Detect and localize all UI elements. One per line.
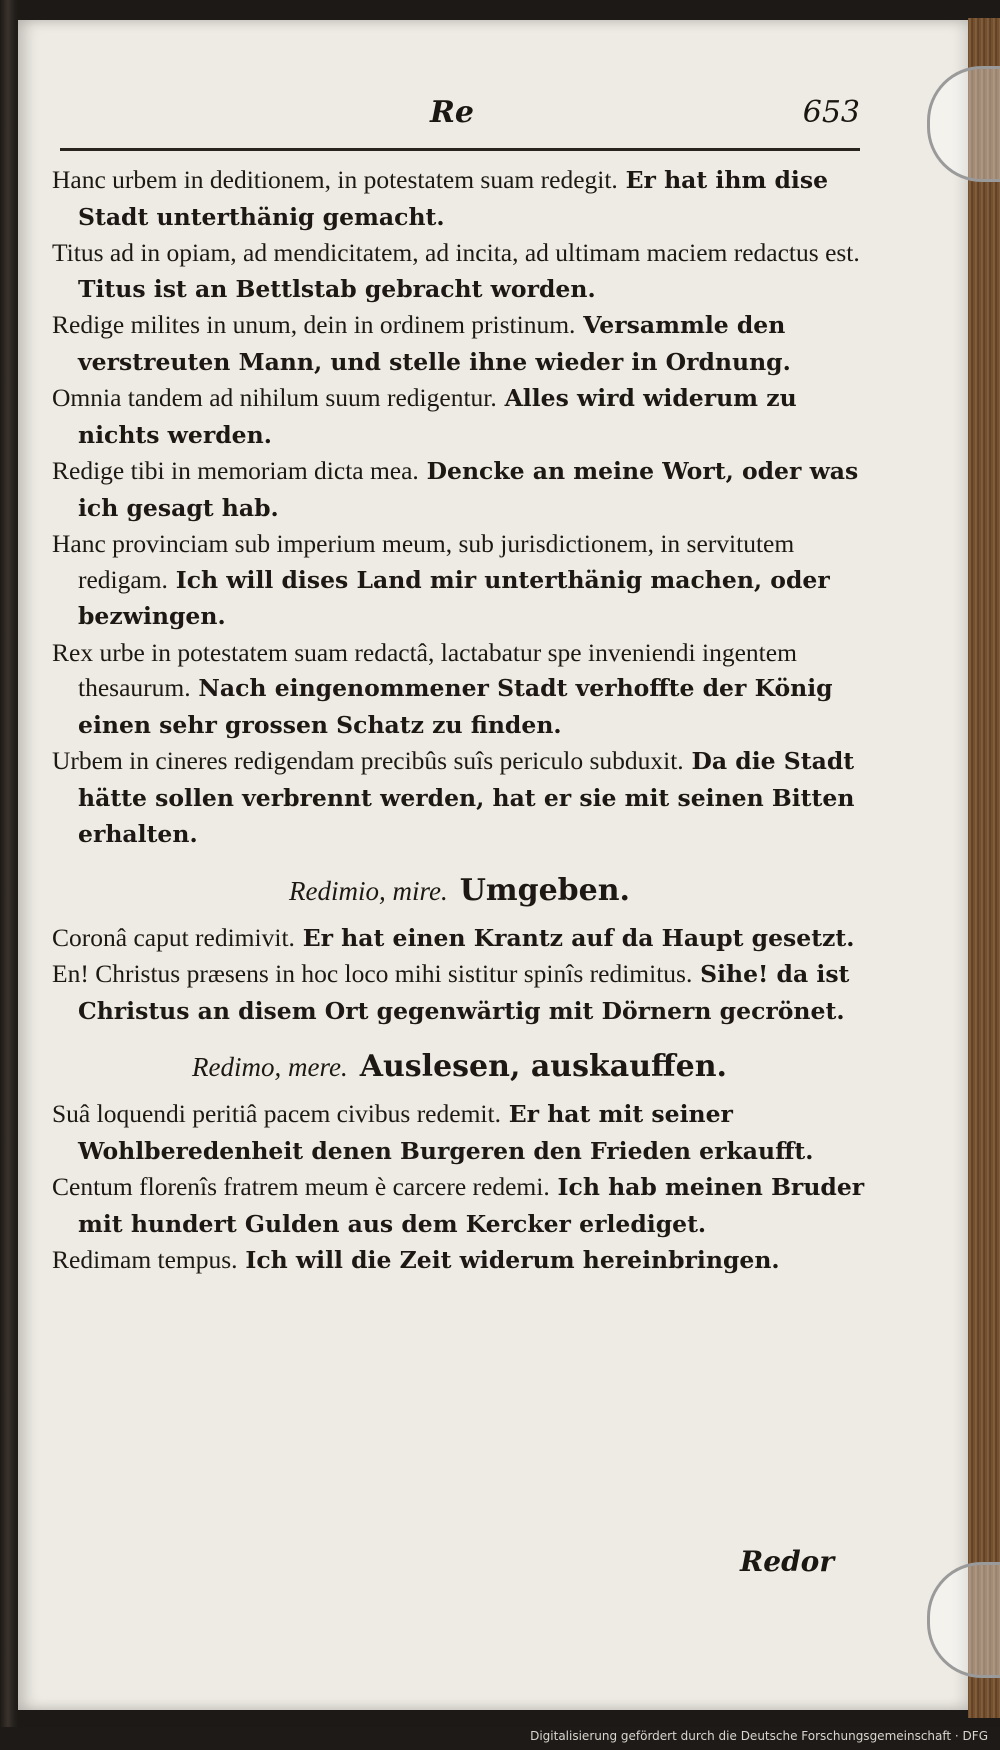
section-heading-redimio: [52, 871, 867, 912]
german-text: Ich will dises Land mir unterthänig machen, oder bezwingen.: [78, 565, 830, 630]
entry: [52, 235, 867, 307]
lemma: Redimo, mere.: [192, 1052, 348, 1082]
german-text: Dencke an meine Wort, oder was ich gesagt hab.: [78, 457, 859, 522]
latin-text: Suâ loquendi peritiâ pacem civibus redemit.: [52, 1099, 501, 1128]
entry: [52, 162, 867, 235]
entry: [52, 1169, 867, 1242]
latin-text: Centum florenîs fratrem meum è carcere redemi.: [52, 1172, 550, 1201]
entry: [52, 453, 867, 526]
page-edge: [968, 18, 1000, 1718]
entry: [52, 1096, 867, 1169]
german-text: Versammle den verstreuten Mann, und stelle ihne wieder in Ordnung.: [78, 311, 791, 376]
german-text: Er hat ihm dise Stadt unterthänig gemacht.: [78, 166, 829, 231]
section-heading-redimo: [52, 1047, 867, 1088]
german-text: Ich hab meinen Bruder mit hundert Gulden aus dem Kercker erlediget.: [78, 1173, 865, 1238]
gloss: Umgeben.: [459, 872, 630, 908]
page-text: [52, 162, 867, 1279]
latin-text: Urbem in cineres redigendam precibûs suîs periculo subduxit.: [52, 746, 684, 775]
latin-text: Coronâ caput redimivit.: [52, 922, 295, 952]
latin-text: Hanc provinciam sub imperium meum, sub jurisdictionem, in servitutem redigam.: [52, 529, 795, 594]
entry: [52, 1242, 867, 1279]
head-word: Re: [430, 95, 475, 130]
entry: [52, 743, 867, 853]
german-text: Sihe! da ist Christus an disem Ort gegenwärtig mit Dörnern gecrönet.: [78, 960, 850, 1025]
latin-text: Hanc urbem in deditionem, in potestatem suam redegit.: [52, 165, 618, 194]
catchword: Redor: [740, 1545, 835, 1578]
latin-text: Redige milites in unum, dein in ordinem pristinum.: [52, 310, 576, 339]
header-rule: [60, 148, 860, 151]
latin-text: Redimam tempus.: [52, 1245, 238, 1274]
running-header: [60, 95, 860, 145]
latin-text: Rex urbe in potestatem suam redactâ, lactabatur spe inveniendi ingentem thesaurum.: [52, 637, 797, 702]
latin-text: En! Christus præsens in hoc loco mihi sistitur spinîs redimitus.: [52, 959, 693, 988]
entry: [52, 635, 867, 744]
german-text: Titus ist an Bettlstab gebracht worden.: [78, 274, 596, 303]
german-text: Er hat mit seiner Wohlberedenheit denen Burgeren den Frieden erkaufft.: [78, 1100, 814, 1165]
gloss: Auslesen, auskauffen.: [359, 1049, 727, 1084]
page-number: 653: [802, 95, 860, 130]
german-text: Alles wird widerum zu nichts werden.: [78, 384, 797, 449]
entry: [52, 380, 867, 453]
german-text: Nach eingenommener Stadt verhoffte der König einen sehr grossen Schatz zu finden.: [78, 674, 833, 739]
latin-text: Omnia tandem ad nihilum suum redigentur.: [52, 383, 497, 412]
german-text: Er hat einen Krantz auf da Haupt gesetzt.: [302, 923, 855, 952]
german-text: Da die Stadt hätte sollen verbrennt werden, hat er sie mit seinen Bitten erhalten.: [78, 747, 855, 848]
entry: [52, 307, 867, 380]
latin-text: Redige tibi in memoriam dicta mea.: [52, 456, 419, 485]
entry: [52, 956, 867, 1029]
funding-footer: Digitalisierung gefördert durch die Deutsche Forschungsgemeinschaft · DFG: [530, 1729, 988, 1743]
latin-text: Titus ad in opiam, ad mendicitatem, ad incita, ad ultimam maciem redactus est.: [52, 238, 860, 267]
entry: [52, 920, 867, 957]
entry: [52, 526, 867, 635]
lemma: Redimio, mire.: [288, 875, 448, 906]
german-text: Ich will die Zeit widerum hereinbringen.: [245, 1246, 780, 1274]
